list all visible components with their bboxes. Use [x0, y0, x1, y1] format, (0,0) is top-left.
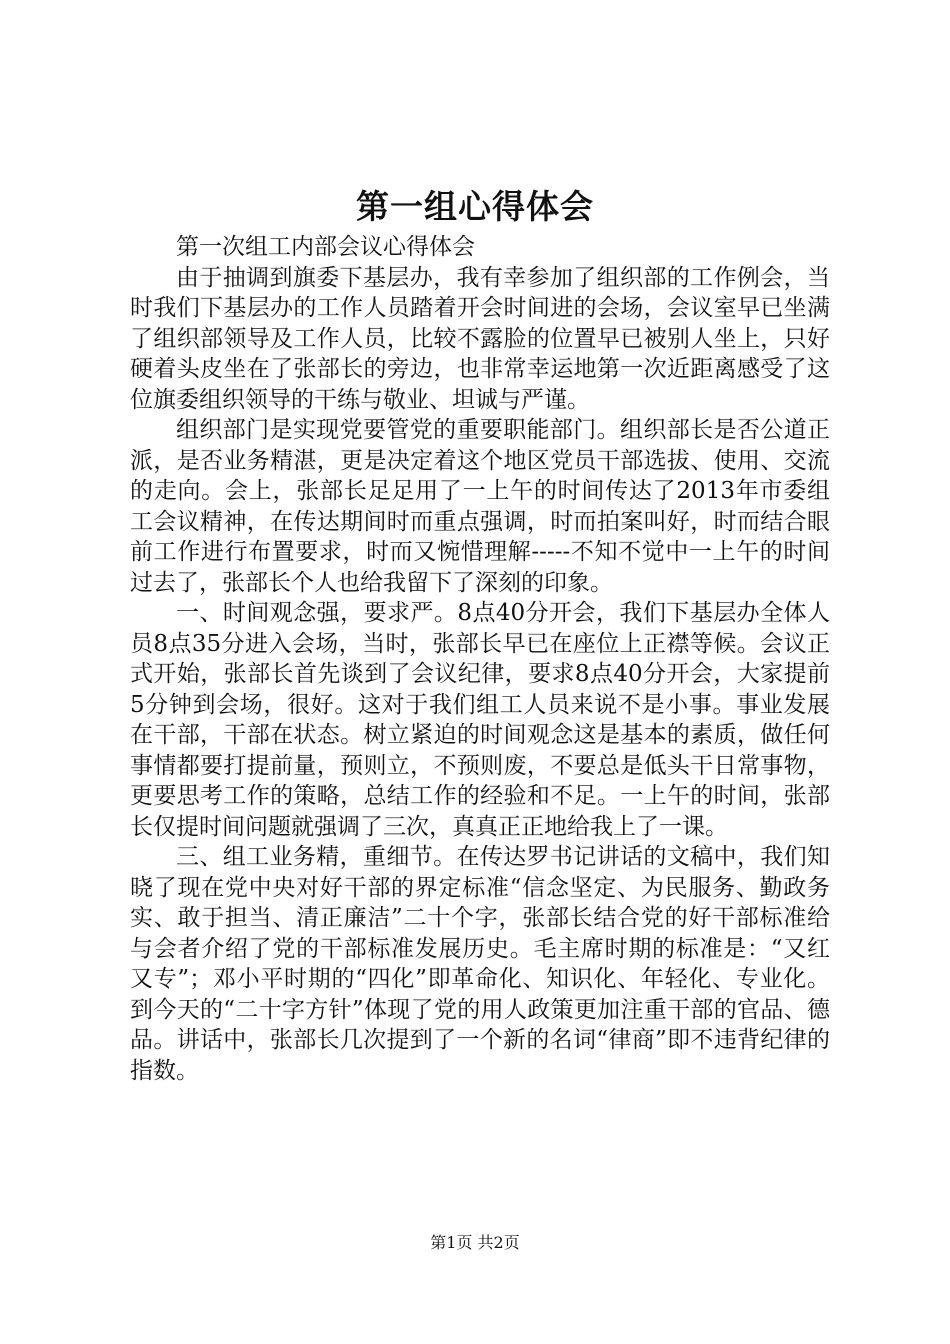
body-paragraph: 组织部门是实现党要管党的重要职能部门。组织部长是否公道正派，是否业务精湛，更是决定着这个地区党员干部选拔、使用、交流的走向。会上，张部长足足用了一上午的时间传达了2013年市委组工会议精神，在传达期间时而重点强调，时而拍案叫好，时而结合眼前工作进行布置要求，时而又惋惜理解-----不知不觉中一上午的时间过去了，张部长个人也给我留下了深刻的印象。	[130, 417, 830, 596]
subtitle-paragraph: 第一次组工内部会议心得体会	[176, 234, 475, 260]
body-paragraph: 一、时间观念强，要求严。8点40分开会，我们下基层办全体人员8点35分进入会场，当时，张部长早已在座位上正襟等候。会议正式开始，张部长首先谈到了会议纪律，要求8点40分开会，大家提前5分钟到会场，很好。这对于我们组工人员来说不是小事。事业发展在干部，干部在状态。树立紧迫的时间观念这是基本的素质，做任何事情都要打提前量，预则立，不预则废，不要总是低头干日常事物，更要思考工作的策略，总结工作的经验和不足。一上午的时间，张部长仅提时间问题就强调了三次，真真正正地给我上了一课。	[130, 600, 830, 840]
body-paragraph: 三、组工业务精，重细节。在传达罗书记讲话的文稿中，我们知晓了现在党中央对好干部的界定标准“信念坚定、为民服务、勤政务实、敢于担当、清正廉洁”二十个字，张部长结合党的好干部标准给与会者介绍了党的干部标准发展历史。毛主席时期的标准是：“又红又专”；邓小平时期的“四化”即革命化、知识化、年轻化、专业化。到今天的“二十字方针”体现了党的用人政策更加注重干部的官品、德品。讲话中，张部长几次提到了一个新的名词“律商”即不违背纪律的指数。	[130, 844, 830, 1084]
page-number-footer: 第1页 共2页	[430, 1233, 520, 1252]
document-body	[130, 232, 830, 1086]
body-paragraph: 由于抽调到旗委下基层办，我有幸参加了组织部的工作例会，当时我们下基层办的工作人员踏着开会时间进的会场，会议室早已坐满了组织部领导及工作人员，比较不露脸的位置早已被别人坐上，只好硬着头皮坐在了张部长的旁边，也非常幸运地第一次近距离感受了这位旗委组织领导的干练与敬业、坦诚与严谨。	[130, 264, 830, 413]
document-title: 第一组心得体会	[356, 187, 594, 226]
